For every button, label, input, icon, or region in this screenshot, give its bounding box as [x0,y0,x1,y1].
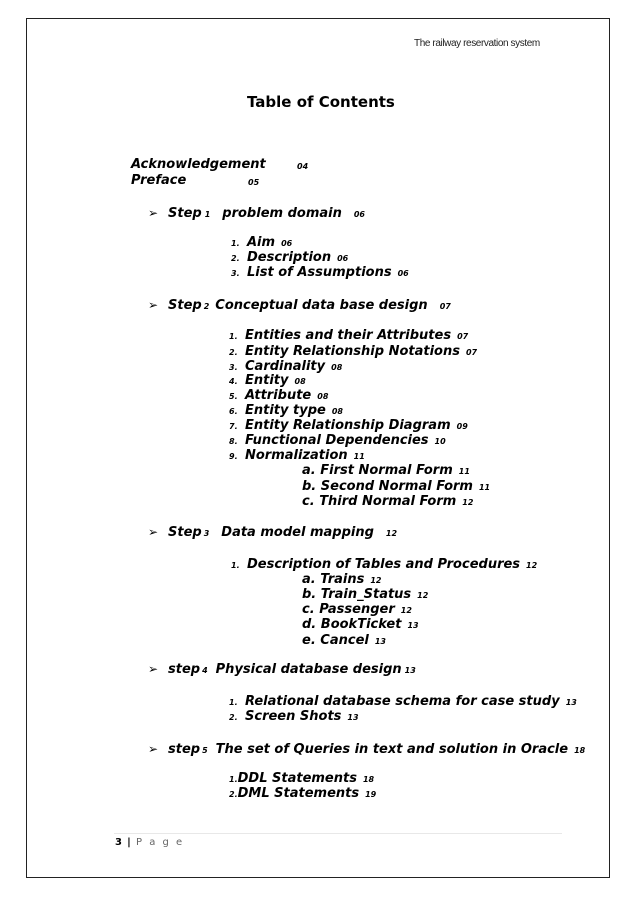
toc-item[interactable]: 1. Entities and their Attributes 07 [229,328,469,343]
arrow-bullet-icon: ➢ [148,298,159,312]
toc-item[interactable]: 8. Functional Dependencies 10 [229,433,446,448]
toc-item[interactable]: 1. Description of Tables and Procedures 12 [231,557,538,572]
toc-step-3[interactable]: ➢ Step 3 Data model mapping 12 [148,525,398,540]
toc-item[interactable]: 4. Entity 08 [229,373,306,388]
page-number: 3 [115,837,122,848]
arrow-bullet-icon: ➢ [148,525,159,539]
toc-item[interactable]: 5. Attribute 08 [229,388,329,403]
toc-item[interactable]: 1. Relational database schema for case study 13 [229,694,577,709]
toc-subitem[interactable]: d. BookTicket 13 [302,617,419,632]
toc-item[interactable]: 3. Cardinality 08 [229,359,343,374]
toc-subitem[interactable]: e. Cancel 13 [302,633,386,648]
toc-item[interactable]: 3. List of Assumptions 06 [231,265,409,280]
page-word: P a g e [136,837,185,848]
toc-item[interactable]: 1. Aim 06 [231,235,293,250]
entry-page: 04 [297,162,309,171]
toc-subitem[interactable]: b. Train_Status 12 [302,587,429,602]
toc-subitem[interactable]: a. First Normal Form 11 [302,463,470,478]
entry-page: 05 [248,178,260,187]
footer-separator: | [127,837,131,848]
toc-item[interactable]: 7. Entity Relationship Diagram 09 [229,418,468,433]
arrow-bullet-icon: ➢ [148,206,159,220]
running-header: The railway reservation system [414,38,540,49]
toc-item[interactable]: 2.DML Statements 19 [229,786,377,801]
toc-item[interactable]: 2. Screen Shots 13 [229,709,359,724]
entry-label: Preface [131,173,187,188]
arrow-bullet-icon: ➢ [148,742,159,756]
toc-item[interactable]: 2. Entity Relationship Notations 07 [229,344,478,359]
toc-step-5[interactable]: ➢ step 5 The set of Queries in text and solution in Oracle 18 [148,742,586,757]
toc-subitem[interactable]: a. Trains 12 [302,572,382,587]
toc-item[interactable]: 9. Normalization 11 [229,448,365,463]
entry-label: Acknowledgement [131,157,266,172]
arrow-bullet-icon: ➢ [148,662,159,676]
toc-step-4[interactable]: ➢ step 4 Physical database design 13 [148,662,416,677]
page-title: Table of Contents [247,93,395,111]
toc-entry-preface[interactable] [131,173,186,188]
toc-subitem[interactable]: b. Second Normal Form 11 [302,479,491,494]
toc-item[interactable]: 6. Entity type 08 [229,403,343,418]
toc-entry-acknowledgement[interactable] [131,157,266,172]
footer-divider [114,833,562,834]
page-footer [115,837,184,848]
toc-subitem[interactable]: c. Third Normal Form 12 [302,494,474,509]
toc-step-1[interactable]: ➢ Step 1 problem domain 06 [148,206,365,221]
toc-item[interactable]: 2. Description 06 [231,250,349,265]
toc-step-2[interactable]: ➢ Step 2 Conceptual data base design 07 [148,298,451,313]
toc-item[interactable]: 1.DDL Statements 18 [229,771,375,786]
toc-subitem[interactable]: c. Passenger 12 [302,602,412,617]
